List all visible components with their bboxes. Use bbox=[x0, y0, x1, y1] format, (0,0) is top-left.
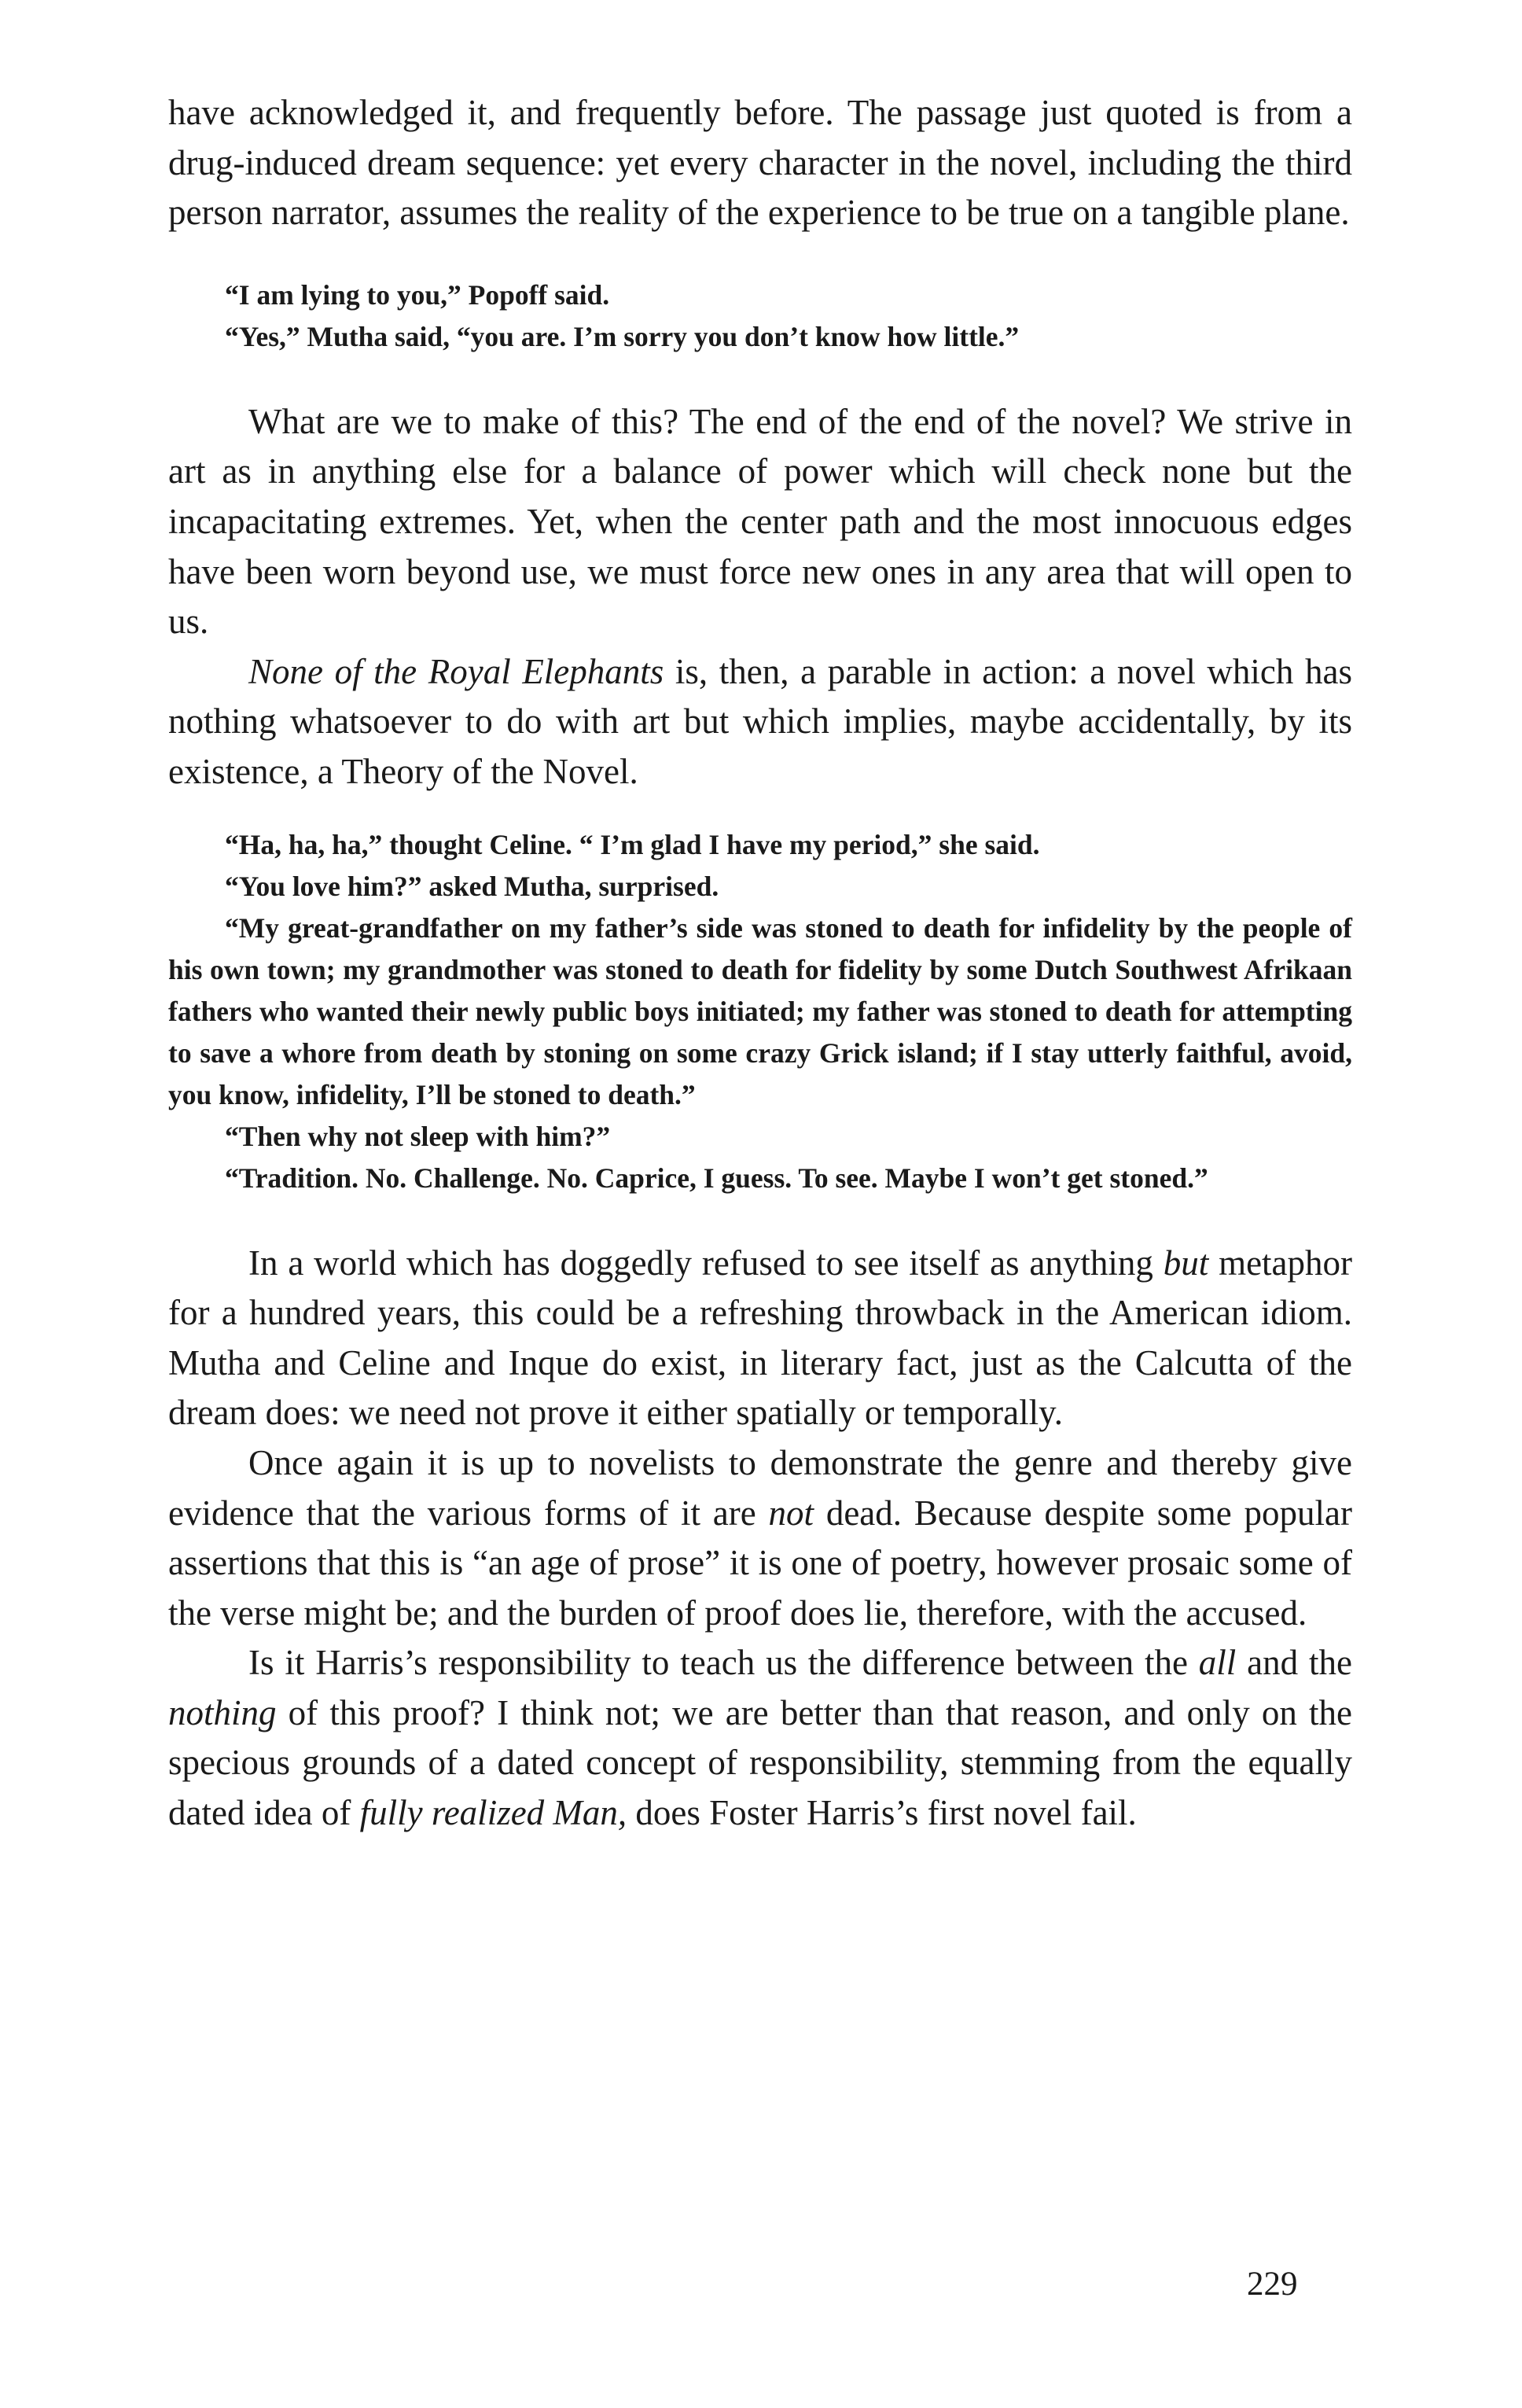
paragraph-6-text-a: Is it Harris’s responsibility to teach us the difference between the bbox=[248, 1643, 1199, 1683]
page-number: 229 bbox=[1247, 2266, 1298, 2303]
emphasis-nothing: nothing bbox=[168, 1692, 277, 1732]
paragraph-6-text-d: does Foster Harris’s first novel fail. bbox=[627, 1793, 1137, 1833]
paragraph-1: have acknowledged it, and frequently before. The passage just quoted is from a drug-induced dream sequence: yet every character in the novel, including the third person narrator, assumes the reality of the experience to be true on a tangible plane. bbox=[168, 93, 1352, 233]
quote-line: “Ha, ha, ha,” thought Celine. “ I’m glad I have my period,” she said. bbox=[225, 828, 1040, 860]
paragraph-3-text: is, then, a parable in action: a novel which has nothing whatsoever to do with art but which implies, maybe accidentally, by its existence, a Theory of the Novel. bbox=[168, 651, 1352, 791]
paragraph-2: What are we to make of this? The end of the end of the novel? We strive in art as in anything else for a balance of power which will check none but the incapacitating extremes. Yet, when the center path and the most innocuous edges have been worn beyond use, we must force new ones in any area that will open to us. bbox=[168, 401, 1352, 642]
paragraph-5 bbox=[168, 1438, 1352, 1638]
quote-line: “Yes,” Mutha said, “you are. I’m sorry you don’t know how little.” bbox=[225, 320, 1020, 352]
dialogue-quote-2 bbox=[168, 824, 1352, 1199]
paragraph-5-text-b: dead. Because despite some popular assertions that this is “an age of prose” it is one of poetry, however prosaic some of the verse might be; and the burden of proof does lie, therefore, with the accused. bbox=[168, 1493, 1353, 1633]
paragraph-5-text-a: Once again it is up to novelists to demonstrate the genre and thereby give evidence that the various forms of it are bbox=[168, 1442, 1352, 1533]
paragraph-6-text-c: of this proof? I think not; we are better than that reason, and only on the specious grounds of a dated concept of responsibility, stemming from the equally dated idea of bbox=[168, 1692, 1352, 1833]
quote-line: “I am lying to you,” Popoff said. bbox=[225, 278, 610, 311]
paragraph-4-text-a: In a world which has doggedly refused to see itself as anything bbox=[248, 1243, 1164, 1283]
paragraph-6 bbox=[168, 1638, 1352, 1838]
emphasis-not: not bbox=[768, 1493, 814, 1533]
paragraph-3 bbox=[168, 647, 1352, 797]
paragraph-4-text-b: metaphor for a hundred years, this could be a refreshing throwback in the American idiom. Mutha and Celine and Inque do exist, in literary fact, just as the Calcutta of the dream does: we need not prove it either spatially or temporally. bbox=[168, 1243, 1353, 1433]
quote-line: “Then why not sleep with him?” bbox=[225, 1120, 611, 1152]
paragraph-6-text-b: and the bbox=[1236, 1643, 1352, 1683]
paragraph-4 bbox=[168, 1239, 1352, 1438]
emphasis-but: but bbox=[1163, 1243, 1209, 1283]
page-body bbox=[168, 88, 1352, 1839]
novel-title: None of the Royal Elephants bbox=[248, 651, 664, 691]
quote-line: “My great-grandfather on my father’s side was stoned to death for infidelity by the people of his own town; my grandmother was stoned to death for fidelity by some Dutch Southwest Afrikaan fathers who wanted their newly public boys initiated; my father was stoned to death for attempting to save a whore from death by stoning on some crazy Grick island; if I stay utterly faithful, avoid, you know, infidelity, I’ll be stoned to death.” bbox=[168, 911, 1352, 1110]
quote-line: “Tradition. No. Challenge. No. Caprice, I guess. To see. Maybe I won’t get stoned.” bbox=[225, 1162, 1208, 1194]
dialogue-quote-1 bbox=[168, 274, 1352, 358]
emphasis-all: all bbox=[1198, 1643, 1237, 1683]
quote-line: “You love him?” asked Mutha, surprised. bbox=[225, 870, 719, 902]
emphasis-fully-realized-man: fully realized Man, bbox=[359, 1793, 627, 1833]
